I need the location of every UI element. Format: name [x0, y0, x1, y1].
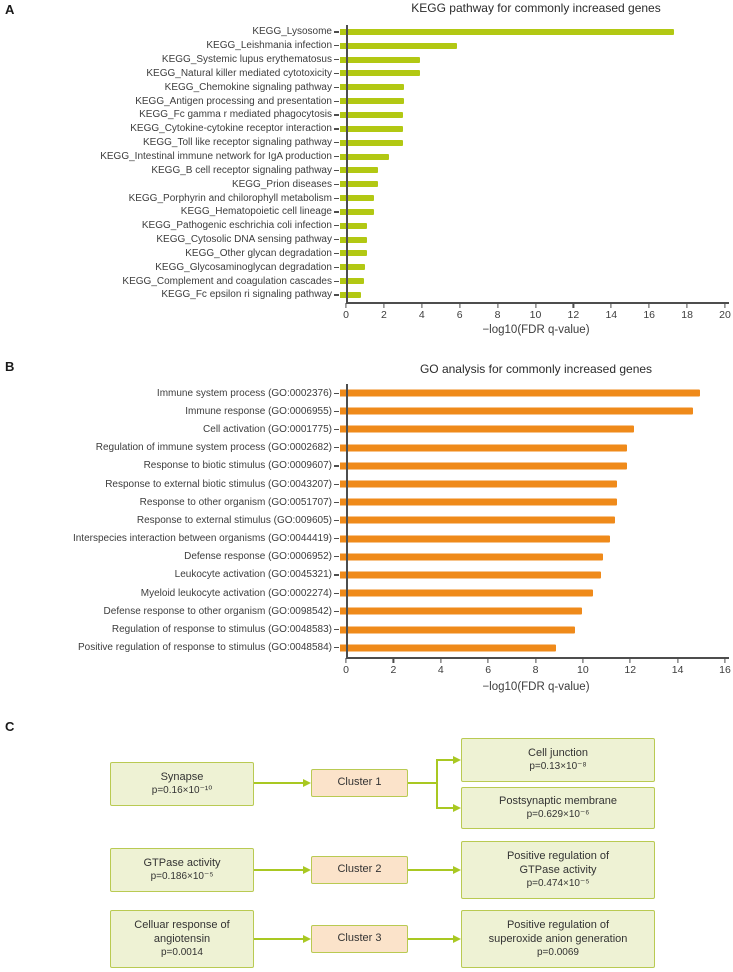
go-chart [0, 384, 725, 657]
box-title: Cell junction [528, 746, 588, 759]
target-box-cell-junction [461, 738, 655, 782]
category-label: KEGG_Pathogenic eschrichia coli infection [141, 220, 332, 232]
go-chart-title: GO analysis for commonly increased genes [419, 362, 653, 376]
cluster-1-box [311, 769, 408, 797]
x-tick-mark [497, 303, 498, 308]
category-label: Regulation of immune system process (GO:0002682) [95, 442, 332, 454]
bar-row [0, 288, 725, 302]
bar-track [340, 108, 719, 122]
x-tick-mark [393, 658, 394, 663]
bar-row [0, 108, 725, 122]
x-tick-label: 0 [343, 309, 349, 321]
bar-track [340, 584, 719, 602]
go-x-ticks [343, 658, 731, 678]
bar-track [340, 274, 719, 288]
x-tick-label: 14 [605, 309, 618, 321]
bar-row [0, 602, 725, 620]
category-label: Positive regulation of response to stimulus (GO:0048584) [77, 642, 332, 654]
box-title: superoxide anion generation [488, 932, 628, 945]
x-tick-mark [630, 658, 631, 663]
category-label: KEGG_Toll like receptor signaling pathway [143, 137, 332, 149]
cluster-label: Cluster 3 [337, 932, 382, 945]
arrow-line [436, 759, 454, 761]
bar-row [0, 260, 725, 274]
box-title: Positive regulation of [506, 849, 610, 862]
bar-track [340, 639, 719, 657]
bar [340, 278, 364, 284]
bar-track [340, 384, 719, 402]
arrow-line [254, 782, 304, 784]
bar [340, 237, 367, 243]
x-tick-label: 4 [418, 309, 425, 321]
bar-row [0, 548, 725, 566]
bar-row [0, 566, 725, 584]
category-label: Response to other organism (GO:0051707) [139, 496, 332, 508]
category-label: KEGG_B cell receptor signaling pathway [151, 164, 332, 176]
bar [340, 644, 556, 651]
go-y-axis [346, 384, 348, 658]
arrow-line [436, 807, 454, 809]
bar [340, 390, 700, 397]
bar [340, 481, 617, 488]
bar-track [340, 94, 719, 108]
bar [340, 57, 420, 63]
target-box-superoxide [461, 910, 655, 968]
category-label: KEGG_Cytokine-cytokine receptor interaction [130, 123, 332, 135]
category-label: Response to external stimulus (GO:009605) [136, 514, 332, 526]
bar-track [340, 80, 719, 94]
target-box-postsynaptic-membrane [461, 787, 655, 829]
cluster-label: Cluster 2 [337, 863, 382, 876]
kegg-chart-title: KEGG pathway for commonly increased genes [411, 1, 661, 15]
bar-row [0, 439, 725, 457]
arrow-head [453, 866, 461, 874]
panel-c-letter: C [5, 719, 15, 734]
box-p-value: p=0.13×10⁻⁸ [529, 761, 587, 773]
x-tick-mark [421, 303, 422, 308]
x-tick-label: 6 [456, 309, 463, 321]
bar-row [0, 136, 725, 150]
box-title: Celluar response of [134, 918, 230, 931]
bar-track [340, 457, 719, 475]
category-label: KEGG_Intestinal immune network for IgA production [100, 151, 332, 163]
x-tick-label: 2 [390, 664, 397, 676]
bar-row [0, 150, 725, 164]
x-tick-mark [724, 303, 725, 308]
bar-row [0, 620, 725, 638]
arrow-line [408, 782, 437, 784]
x-tick-mark [383, 303, 384, 308]
arrow-line [254, 938, 304, 940]
bar [340, 84, 404, 90]
x-tick-label: 18 [681, 309, 693, 321]
x-tick-mark [345, 303, 346, 308]
bar-row [0, 94, 725, 108]
bar-row [0, 584, 725, 602]
bar-track [340, 219, 719, 233]
bar-track [340, 439, 719, 457]
x-tick-label: 10 [577, 664, 589, 676]
bar [340, 264, 365, 270]
category-label: Interspecies interaction between organisms (GO:0044419) [72, 533, 332, 545]
category-label: KEGG_Glycosaminoglycan degradation [155, 261, 332, 273]
bar-row [0, 25, 725, 39]
bar-track [340, 191, 719, 205]
category-label: KEGG_Hematopoietic cell lineage [180, 206, 332, 218]
x-tick-mark [611, 303, 612, 308]
arrow-head [453, 804, 461, 812]
bar-track [340, 511, 719, 529]
bar-row [0, 274, 725, 288]
cluster-3-box [311, 925, 408, 953]
category-label: KEGG_Fc gamma r mediated phagocytosis [139, 109, 332, 121]
bar-track [340, 25, 719, 39]
x-tick-mark [535, 658, 536, 663]
kegg-chart [0, 25, 725, 302]
bar-track [340, 530, 719, 548]
x-tick-label: 16 [719, 664, 731, 676]
bar-row [0, 402, 725, 420]
category-label: KEGG_Porphyrin and chilorophyll metabolism [128, 192, 332, 204]
bar-track [340, 620, 719, 638]
bar-row [0, 191, 725, 205]
bar-row [0, 530, 725, 548]
bar-row [0, 233, 725, 247]
bar-row [0, 122, 725, 136]
arrow-head [303, 866, 311, 874]
bar-row [0, 511, 725, 529]
x-tick-mark [459, 303, 460, 308]
source-box-angiotensin [110, 910, 254, 968]
arrow-branch-line [436, 759, 438, 809]
box-title: GTPase activity [143, 856, 221, 869]
category-label: KEGG_Antigen processing and presentation [135, 95, 332, 107]
target-box-gtpase-regulation [461, 841, 655, 899]
category-label: Defense response (GO:0006952) [184, 551, 332, 563]
x-tick-label: 10 [529, 309, 542, 321]
x-tick-mark [649, 303, 650, 308]
bar-track [340, 150, 719, 164]
category-label: KEGG_Fc epsilon ri signaling pathway [161, 289, 332, 301]
bar-track [340, 420, 719, 438]
bar-row [0, 163, 725, 177]
arrow-head [303, 935, 311, 943]
box-title: GTPase activity [519, 863, 597, 876]
bar-track [340, 402, 719, 420]
category-label: KEGG_Systemic lupus erythematosus [161, 54, 332, 66]
bar [340, 608, 582, 615]
category-label: Immune response (GO:0006955) [185, 405, 332, 417]
bar-track [340, 247, 719, 261]
bar [340, 626, 575, 633]
bar [340, 250, 367, 256]
bar-row [0, 639, 725, 657]
bar-track [340, 548, 719, 566]
x-tick-label: 4 [437, 664, 444, 676]
category-label: KEGG_Chemokine signaling pathway [164, 81, 332, 93]
x-tick-mark [535, 303, 536, 308]
x-tick-label: 0 [343, 664, 349, 676]
bar [340, 517, 615, 524]
cluster-2-box [311, 856, 408, 884]
bar [340, 444, 627, 451]
bar-track [340, 205, 719, 219]
box-p-value: p=0.629×10⁻⁶ [526, 809, 590, 821]
x-tick-label: 12 [624, 664, 637, 676]
box-title: angiotensin [153, 932, 211, 945]
x-tick-label: 6 [485, 664, 492, 676]
bar-row [0, 53, 725, 67]
cluster-label: Cluster 1 [337, 776, 382, 789]
bar [340, 126, 403, 132]
bar-track [340, 602, 719, 620]
x-tick-mark [345, 658, 346, 663]
box-p-value: p=0.16×10⁻¹⁰ [151, 785, 213, 797]
bar-row [0, 67, 725, 81]
box-title: Postsynaptic membrane [499, 794, 617, 807]
bar-track [340, 475, 719, 493]
panel-b-letter: B [5, 359, 15, 374]
bar-track [340, 163, 719, 177]
bar [340, 499, 617, 506]
category-label: KEGG_Cytosolic DNA sensing pathway [156, 234, 332, 246]
bar [340, 590, 593, 597]
bar-track [340, 493, 719, 511]
bar-row [0, 39, 725, 53]
x-tick-mark [687, 303, 688, 308]
x-tick-label: 2 [380, 309, 387, 321]
box-title: Positive regulation of [506, 918, 610, 931]
kegg-x-ticks [343, 303, 731, 323]
category-label: KEGG_Complement and coagulation cascades [122, 275, 332, 287]
kegg-y-axis [346, 25, 348, 303]
bar-row [0, 457, 725, 475]
box-title: Synapse [160, 770, 204, 783]
bar [340, 426, 634, 433]
x-tick-mark [440, 658, 441, 663]
bar [340, 535, 610, 542]
bar-track [340, 67, 719, 81]
kegg-x-axis-label: −log10(FDR q-value) [482, 324, 590, 336]
bar [340, 462, 627, 469]
bar-track [340, 260, 719, 274]
category-label: Response to external biotic stimulus (GO:0043207) [105, 478, 332, 490]
bar [340, 43, 457, 49]
bar [340, 70, 420, 76]
bar-track [340, 39, 719, 53]
bar-track [340, 136, 719, 150]
bar-row [0, 177, 725, 191]
bar-track [340, 233, 719, 247]
bar [340, 112, 403, 118]
bar-row [0, 475, 725, 493]
bar [340, 98, 404, 104]
x-tick-label: 20 [719, 309, 731, 321]
bar-row [0, 493, 725, 511]
x-tick-label: 8 [532, 664, 539, 676]
category-label: Myeloid leukocyte activation (GO:0002274) [140, 587, 332, 599]
bar [340, 140, 403, 146]
bar [340, 571, 601, 578]
category-label: Immune system process (GO:0002376) [156, 387, 332, 399]
box-p-value: p=0.186×10⁻⁵ [150, 871, 214, 883]
bar-row [0, 384, 725, 402]
bar-row [0, 420, 725, 438]
bar [340, 223, 367, 229]
x-tick-label: 12 [567, 309, 580, 321]
category-label: KEGG_Prion diseases [231, 178, 332, 190]
arrow-line [408, 938, 454, 940]
x-tick-mark [573, 303, 574, 308]
bar [340, 29, 674, 35]
x-tick-mark [677, 658, 678, 663]
arrow-line [408, 869, 454, 871]
x-tick-mark [488, 658, 489, 663]
bar-track [340, 566, 719, 584]
category-label: Leukocyte activation (GO:0045321) [174, 569, 332, 581]
source-box-synapse [110, 762, 254, 806]
box-p-value: p=0.0069 [537, 947, 579, 959]
arrow-head [453, 756, 461, 764]
bar-track [340, 53, 719, 67]
bar-row [0, 80, 725, 94]
arrow-head [303, 779, 311, 787]
category-label: KEGG_Natural killer mediated cytotoxicity [146, 67, 332, 79]
x-tick-mark [724, 658, 725, 663]
bar-track [340, 288, 719, 302]
bar-row [0, 219, 725, 233]
go-x-axis-label: −log10(FDR q-value) [482, 681, 590, 693]
bar [340, 553, 603, 560]
bar [340, 292, 361, 298]
x-tick-label: 14 [671, 664, 684, 676]
x-tick-label: 8 [494, 309, 501, 321]
bar-row [0, 247, 725, 261]
bar-row [0, 205, 725, 219]
arrow-head [453, 935, 461, 943]
category-label: Regulation of response to stimulus (GO:0048583) [111, 624, 332, 636]
x-tick-label: 16 [643, 309, 656, 321]
bar-track [340, 122, 719, 136]
category-label: KEGG_Leishmania infection [206, 40, 332, 52]
category-label: Defense response to other organism (GO:0098542) [103, 605, 332, 617]
x-tick-mark [582, 658, 583, 663]
box-p-value: p=0.474×10⁻⁵ [526, 878, 590, 890]
bar [340, 408, 693, 415]
arrow-line [254, 869, 304, 871]
category-label: KEGG_Other glycan degradation [185, 247, 332, 259]
box-p-value: p=0.0014 [161, 947, 203, 959]
category-label: KEGG_Lysosome [252, 26, 332, 38]
category-label: Response to biotic stimulus (GO:0009607) [143, 460, 332, 472]
category-label: Cell activation (GO:0001775) [203, 423, 332, 435]
panel-a-letter: A [5, 2, 15, 17]
source-box-gtpase [110, 848, 254, 892]
bar-track [340, 177, 719, 191]
